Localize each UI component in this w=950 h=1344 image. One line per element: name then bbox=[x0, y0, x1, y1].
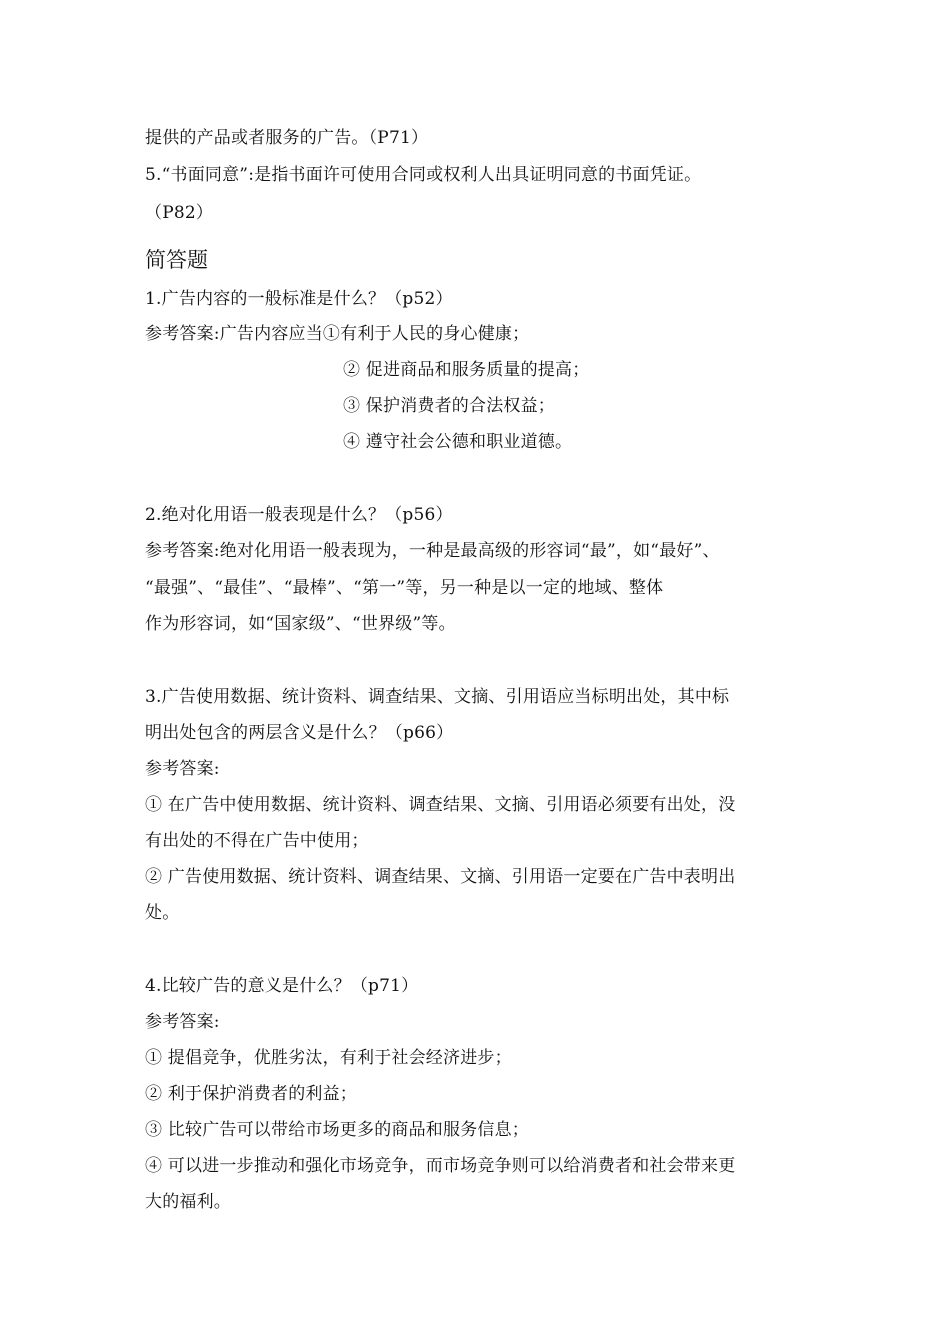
answer-4-line: ① 提倡竞争，优胜劣汰，有利于社会经济进步； bbox=[145, 1048, 512, 1068]
answer-4-line: 大的福利。 bbox=[145, 1192, 231, 1212]
answer-2-line: 参考答案:绝对化用语一般表现为，一种是最高级的形容词“最”，如“最好”、 bbox=[145, 541, 720, 561]
answer-2-line: 作为形容词，如“国家级”、“世界级”等。 bbox=[145, 614, 456, 634]
answer-4-label: 参考答案: bbox=[145, 1012, 220, 1032]
text-line: 提供的产品或者服务的广告。（P71） bbox=[145, 128, 429, 148]
answer-3-line: ② 广告使用数据、统计资料、调查结果、文摘、引用语一定要在广告中表明出 bbox=[145, 867, 736, 887]
question-2: 2.绝对化用语一般表现是什么？（p56） bbox=[145, 505, 453, 525]
text-line: 5.“书面同意”:是指书面许可使用合同或权利人出具证明同意的书面凭证。 bbox=[145, 165, 702, 185]
answer-1-intro: 参考答案:广告内容应当①有利于人民的身心健康； bbox=[145, 324, 530, 344]
answer-3-line: 有出处的不得在广告中使用； bbox=[145, 831, 369, 851]
answer-4-line: ④ 可以进一步推动和强化市场竞争，而市场竞争则可以给消费者和社会带来更 bbox=[145, 1156, 736, 1176]
answer-3-line: ① 在广告中使用数据、统计资料、调查结果、文摘、引用语必须要有出处，没 bbox=[145, 795, 736, 815]
question-3-line: 明出处包含的两层含义是什么？（p66） bbox=[145, 723, 454, 743]
question-1: 1.广告内容的一般标准是什么？（p52） bbox=[145, 289, 453, 309]
answer-1-item: ② 促进商品和服务质量的提高； bbox=[343, 360, 590, 380]
section-title: 简答题 bbox=[145, 248, 208, 272]
answer-3-label: 参考答案: bbox=[145, 759, 220, 779]
answer-1-item: ④ 遵守社会公德和职业道德。 bbox=[343, 432, 573, 452]
answer-2-line: “最强”、“最佳”、“最棒”、“第一”等，另一种是以一定的地域、整体 bbox=[145, 578, 664, 598]
question-4: 4.比较广告的意义是什么？（p71） bbox=[145, 976, 419, 996]
answer-4-line: ② 利于保护消费者的利益； bbox=[145, 1084, 358, 1104]
text-line: （P82） bbox=[145, 203, 214, 223]
answer-3-line: 处。 bbox=[145, 903, 180, 923]
question-3-line: 3.广告使用数据、统计资料、调查结果、文摘、引用语应当标明出处，其中标 bbox=[145, 687, 730, 707]
answer-1-item: ③ 保护消费者的合法权益； bbox=[343, 396, 556, 416]
answer-4-line: ③ 比较广告可以带给市场更多的商品和服务信息； bbox=[145, 1120, 530, 1140]
